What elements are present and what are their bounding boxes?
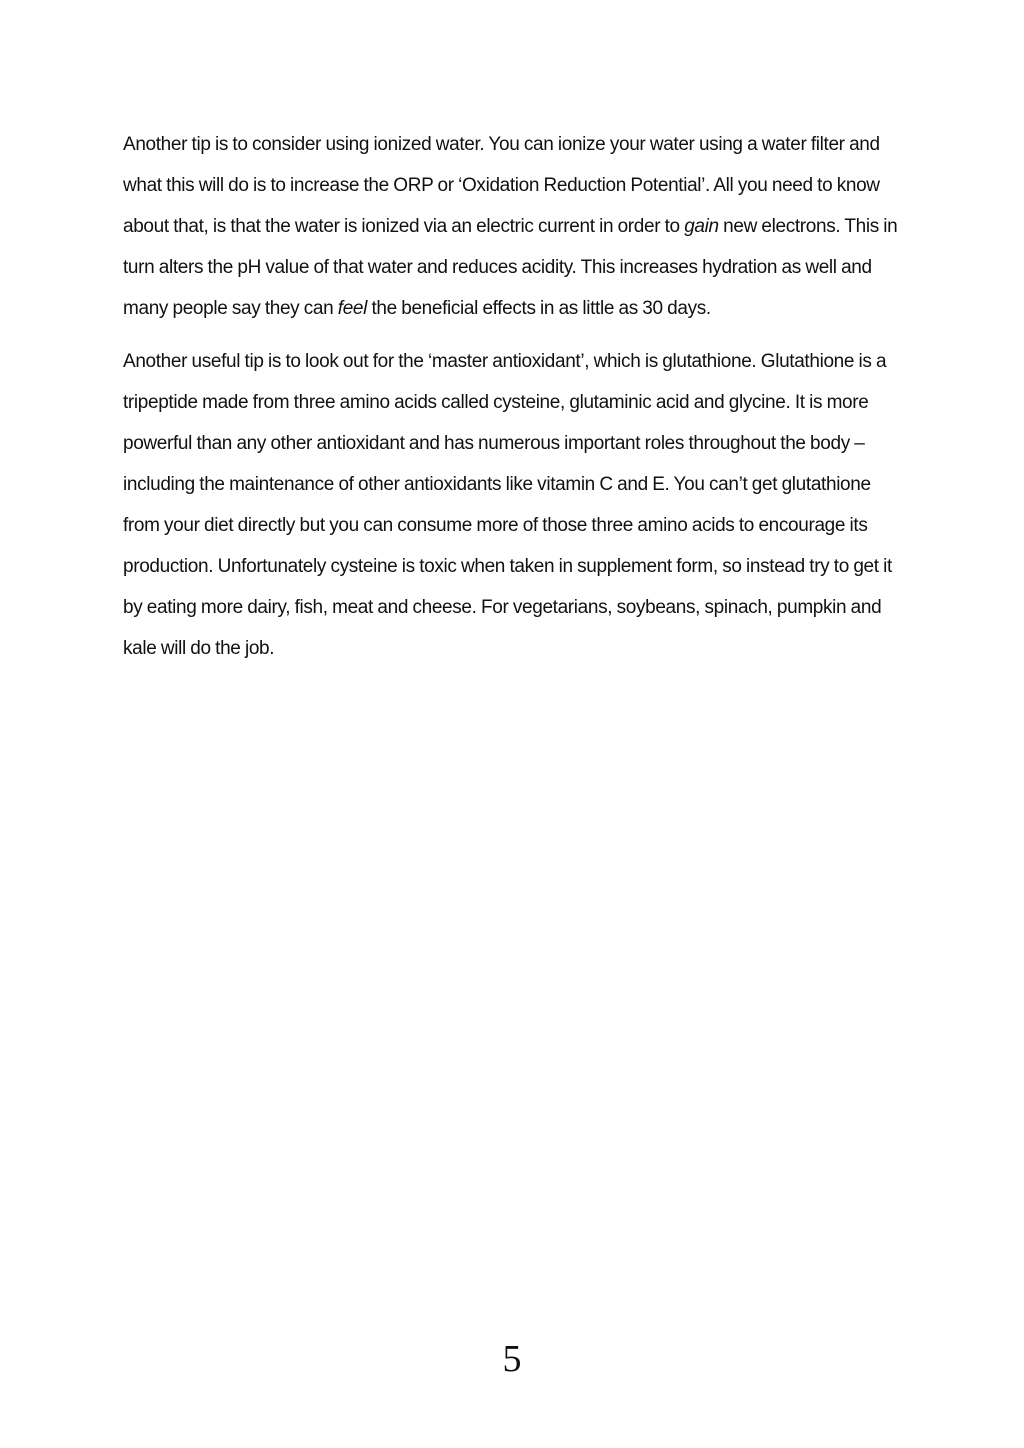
- emphasis-gain: gain: [684, 216, 719, 237]
- body-text: [123, 124, 903, 681]
- paragraph-text: the beneficial effects in as little as 30 days.: [367, 298, 711, 319]
- paragraph-glutathione: [123, 341, 903, 669]
- page-number: 5: [502, 1338, 522, 1380]
- paragraph-ionized-water: [123, 124, 903, 329]
- emphasis-feel: feel: [337, 298, 368, 319]
- paragraph-text: Another tip is to consider using ionized water. You can ionize your water using a water filter and what this will do is to increase the ORP or ‘Oxidation Reduction Potential’. All you need to know about that, is that the water is ionized via an electric current in order to: [123, 134, 880, 237]
- paragraph-text: Another useful tip is to look out for the ‘master antioxidant’, which is glutathione. Glutathione is a tripeptide made from three amino acids called cysteine, glutaminic acid and glycine. It is more powerful than any other antioxidant and has numerous important roles throughout the body – including the maintenance of other antioxidants like vitamin C and E. You can’t get glutathione from your diet directly but you can consume more of those three amino acids to encourage its production. Unfortunately cysteine is toxic when taken in supplement form, so instead try to get it by eating more dairy, fish, meat and cheese. For vegetarians, soybeans, spinach, pumpkin and kale will do the job.: [123, 351, 892, 659]
- paragraph-text: new electrons. This in turn alters the pH value of that water and reduces acidity. This increases hydration as well and many people say they can: [123, 216, 898, 319]
